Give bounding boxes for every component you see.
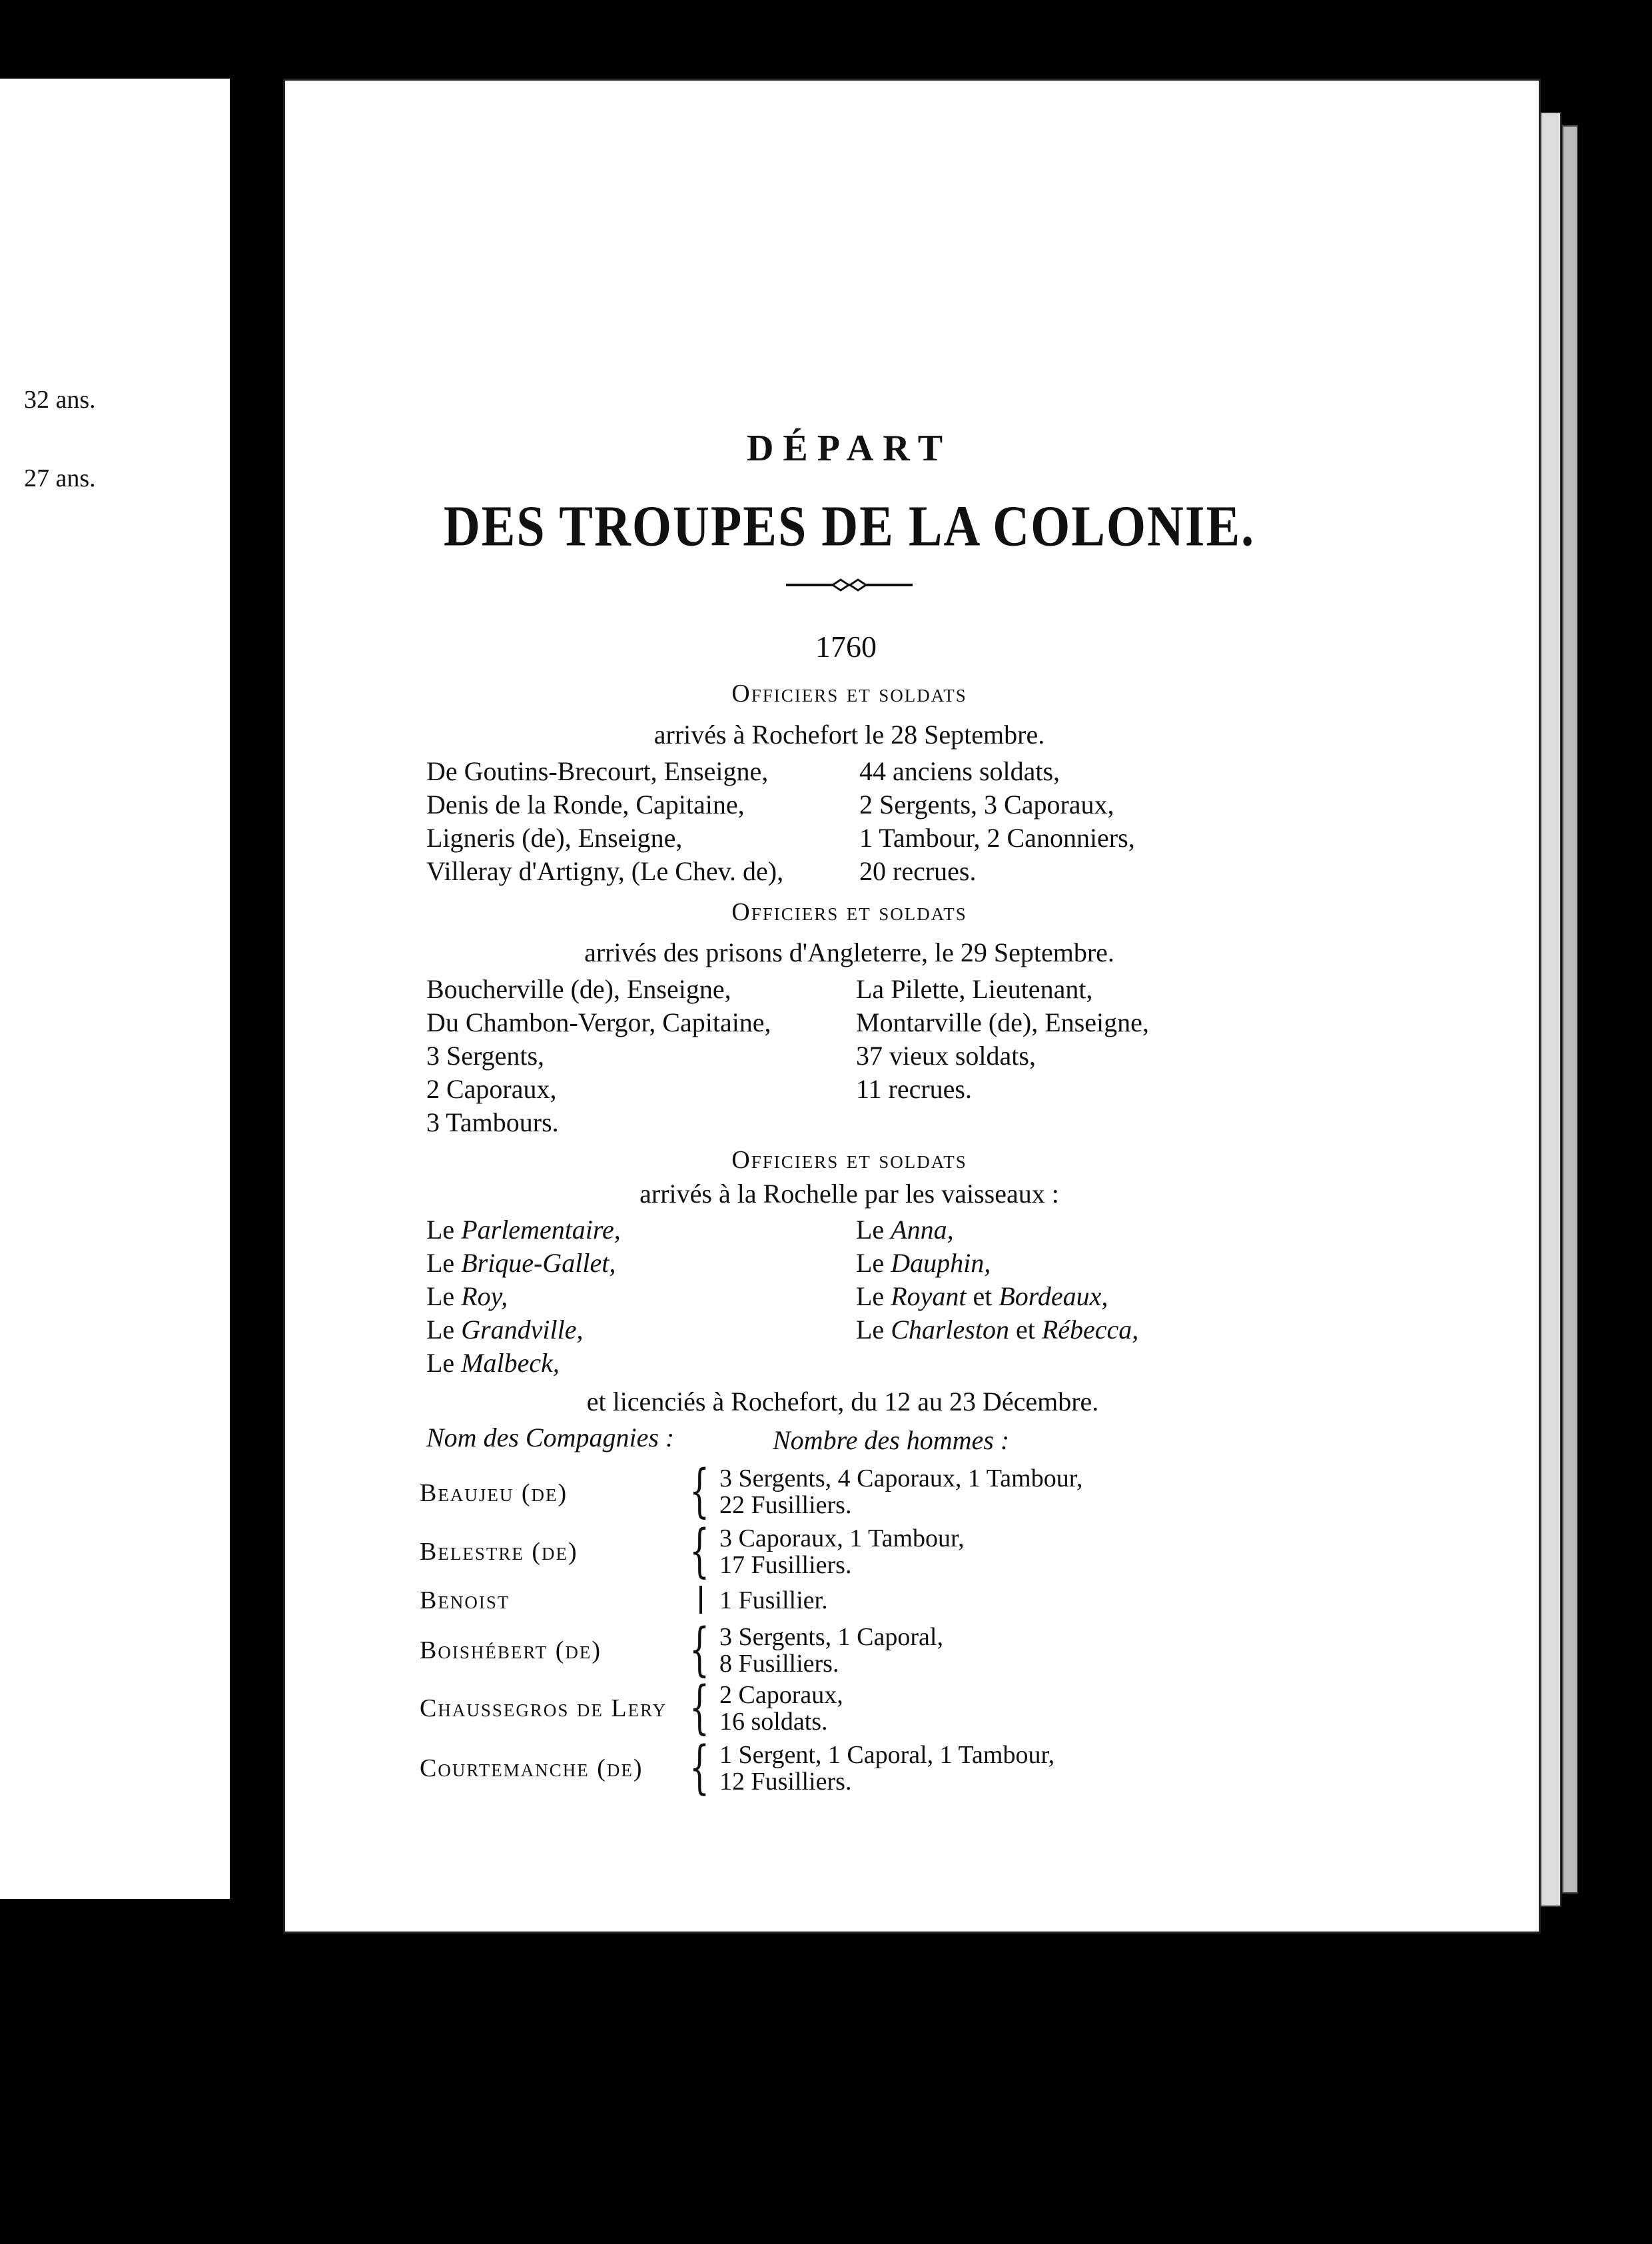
ship-left: Le Parlementaire,: [426, 1215, 621, 1245]
officer-line: De Goutins-Brecourt, Enseigne,: [426, 756, 769, 786]
soldier-count-line: 44 anciens soldats,: [859, 756, 1060, 786]
officer-line: Ligneris (de), Enseigne,: [426, 823, 683, 853]
column-header-companies: Nom des Compagnies :: [426, 1422, 675, 1452]
ship-right: Le Royant et Bordeaux,: [856, 1281, 1108, 1311]
year: 1760: [815, 630, 877, 664]
company-count-line: 8 Fusilliers.: [719, 1650, 839, 1678]
ship-right: Le Anna,: [856, 1215, 954, 1245]
brace-icon: {: [689, 1734, 710, 1801]
section-heading: Officiers et soldats: [731, 898, 967, 926]
section-heading: Officiers et soldats: [731, 680, 967, 708]
company-count-line: 2 Caporaux,: [719, 1681, 843, 1709]
company-name: Chaussegros de Lery: [420, 1694, 667, 1722]
book-spine: [230, 79, 276, 1899]
officer-line: Denis de la Ronde, Capitaine,: [426, 790, 745, 820]
company-count-line: 12 Fusilliers.: [719, 1768, 852, 1796]
margin-age: 27 ans.: [24, 464, 96, 492]
section-subheading: arrivés des prisons d'Angleterre, le 29 Septembre.: [584, 937, 1114, 967]
company-count-line: 16 soldats.: [719, 1708, 828, 1736]
ship-left: Le Roy,: [426, 1281, 508, 1311]
officer-line: Du Chambon-Vergor, Capitaine,: [426, 1007, 771, 1037]
column-header-men: Nombre des hommes :: [773, 1425, 1010, 1455]
page-edge: [1562, 125, 1578, 1894]
officer-line: 3 Tambours.: [426, 1107, 559, 1137]
ship-left: Le Malbeck,: [426, 1348, 560, 1378]
company-name: Benoist: [420, 1586, 510, 1614]
closing-line: et licenciés à Rochefort, du 12 au 23 Décembre.: [586, 1387, 1099, 1416]
company-name: Beaujeu (de): [420, 1479, 568, 1507]
company-count-line: 17 Fusilliers.: [719, 1551, 852, 1579]
left-page-fragment: [0, 79, 232, 1899]
officer-line: Villeray d'Artigny, (Le Chev. de),: [426, 856, 784, 886]
soldier-count-line: 11 recrues.: [856, 1074, 972, 1104]
officer-line: 3 Sergents,: [426, 1041, 545, 1071]
company-count-line: 3 Sergents, 4 Caporaux, 1 Tambour,: [719, 1464, 1083, 1492]
soldier-count-line: 37 vieux soldats,: [856, 1041, 1036, 1071]
company-count-line: 1 Fusillier.: [719, 1586, 828, 1614]
margin-age: 32 ans.: [24, 386, 96, 414]
single-line-bar: [699, 1586, 702, 1614]
section-subheading: arrivés à la Rochelle par les vaisseaux :: [639, 1179, 1059, 1209]
ship-right: Le Charleston et Rébecca,: [856, 1315, 1139, 1345]
company-name: Courtemanche (de): [420, 1754, 643, 1782]
officer-line: La Pilette, Lieutenant,: [856, 974, 1093, 1004]
soldier-count-line: 20 recrues.: [859, 856, 977, 886]
section-heading: Officiers et soldats: [731, 1146, 967, 1174]
officer-line: Boucherville (de), Enseigne,: [426, 974, 731, 1004]
page-edge: [1540, 112, 1561, 1907]
brace-icon: {: [689, 1458, 710, 1524]
ornament-divider-icon: [786, 572, 913, 598]
title-depart: DÉPART: [746, 428, 953, 469]
company-count-line: 3 Sergents, 1 Caporal,: [719, 1623, 943, 1651]
brace-icon: {: [689, 1616, 710, 1683]
ship-left: Le Brique-Gallet,: [426, 1248, 616, 1278]
company-name: Belestre (de): [420, 1538, 578, 1566]
ship-right: Le Dauphin,: [856, 1248, 991, 1278]
company-count-line: 1 Sergent, 1 Caporal, 1 Tambour,: [719, 1741, 1055, 1769]
title-troupes: DES TROUPES DE LA COLONIE.: [443, 494, 1256, 559]
ship-left: Le Grandville,: [426, 1315, 584, 1345]
company-name: Boishébert (de): [420, 1636, 602, 1664]
brace-icon: {: [689, 1518, 710, 1584]
officer-line: Montarville (de), Enseigne,: [856, 1007, 1149, 1037]
brace-icon: {: [689, 1674, 710, 1741]
company-count-line: 3 Caporaux, 1 Tambour,: [719, 1524, 965, 1552]
company-count-line: 22 Fusilliers.: [719, 1491, 852, 1519]
officer-line: 2 Caporaux,: [426, 1074, 557, 1104]
soldier-count-line: 1 Tambour, 2 Canonniers,: [859, 823, 1135, 853]
section-subheading: arrivés à Rochefort le 28 Septembre.: [653, 720, 1045, 750]
soldier-count-line: 2 Sergents, 3 Caporaux,: [859, 790, 1114, 820]
